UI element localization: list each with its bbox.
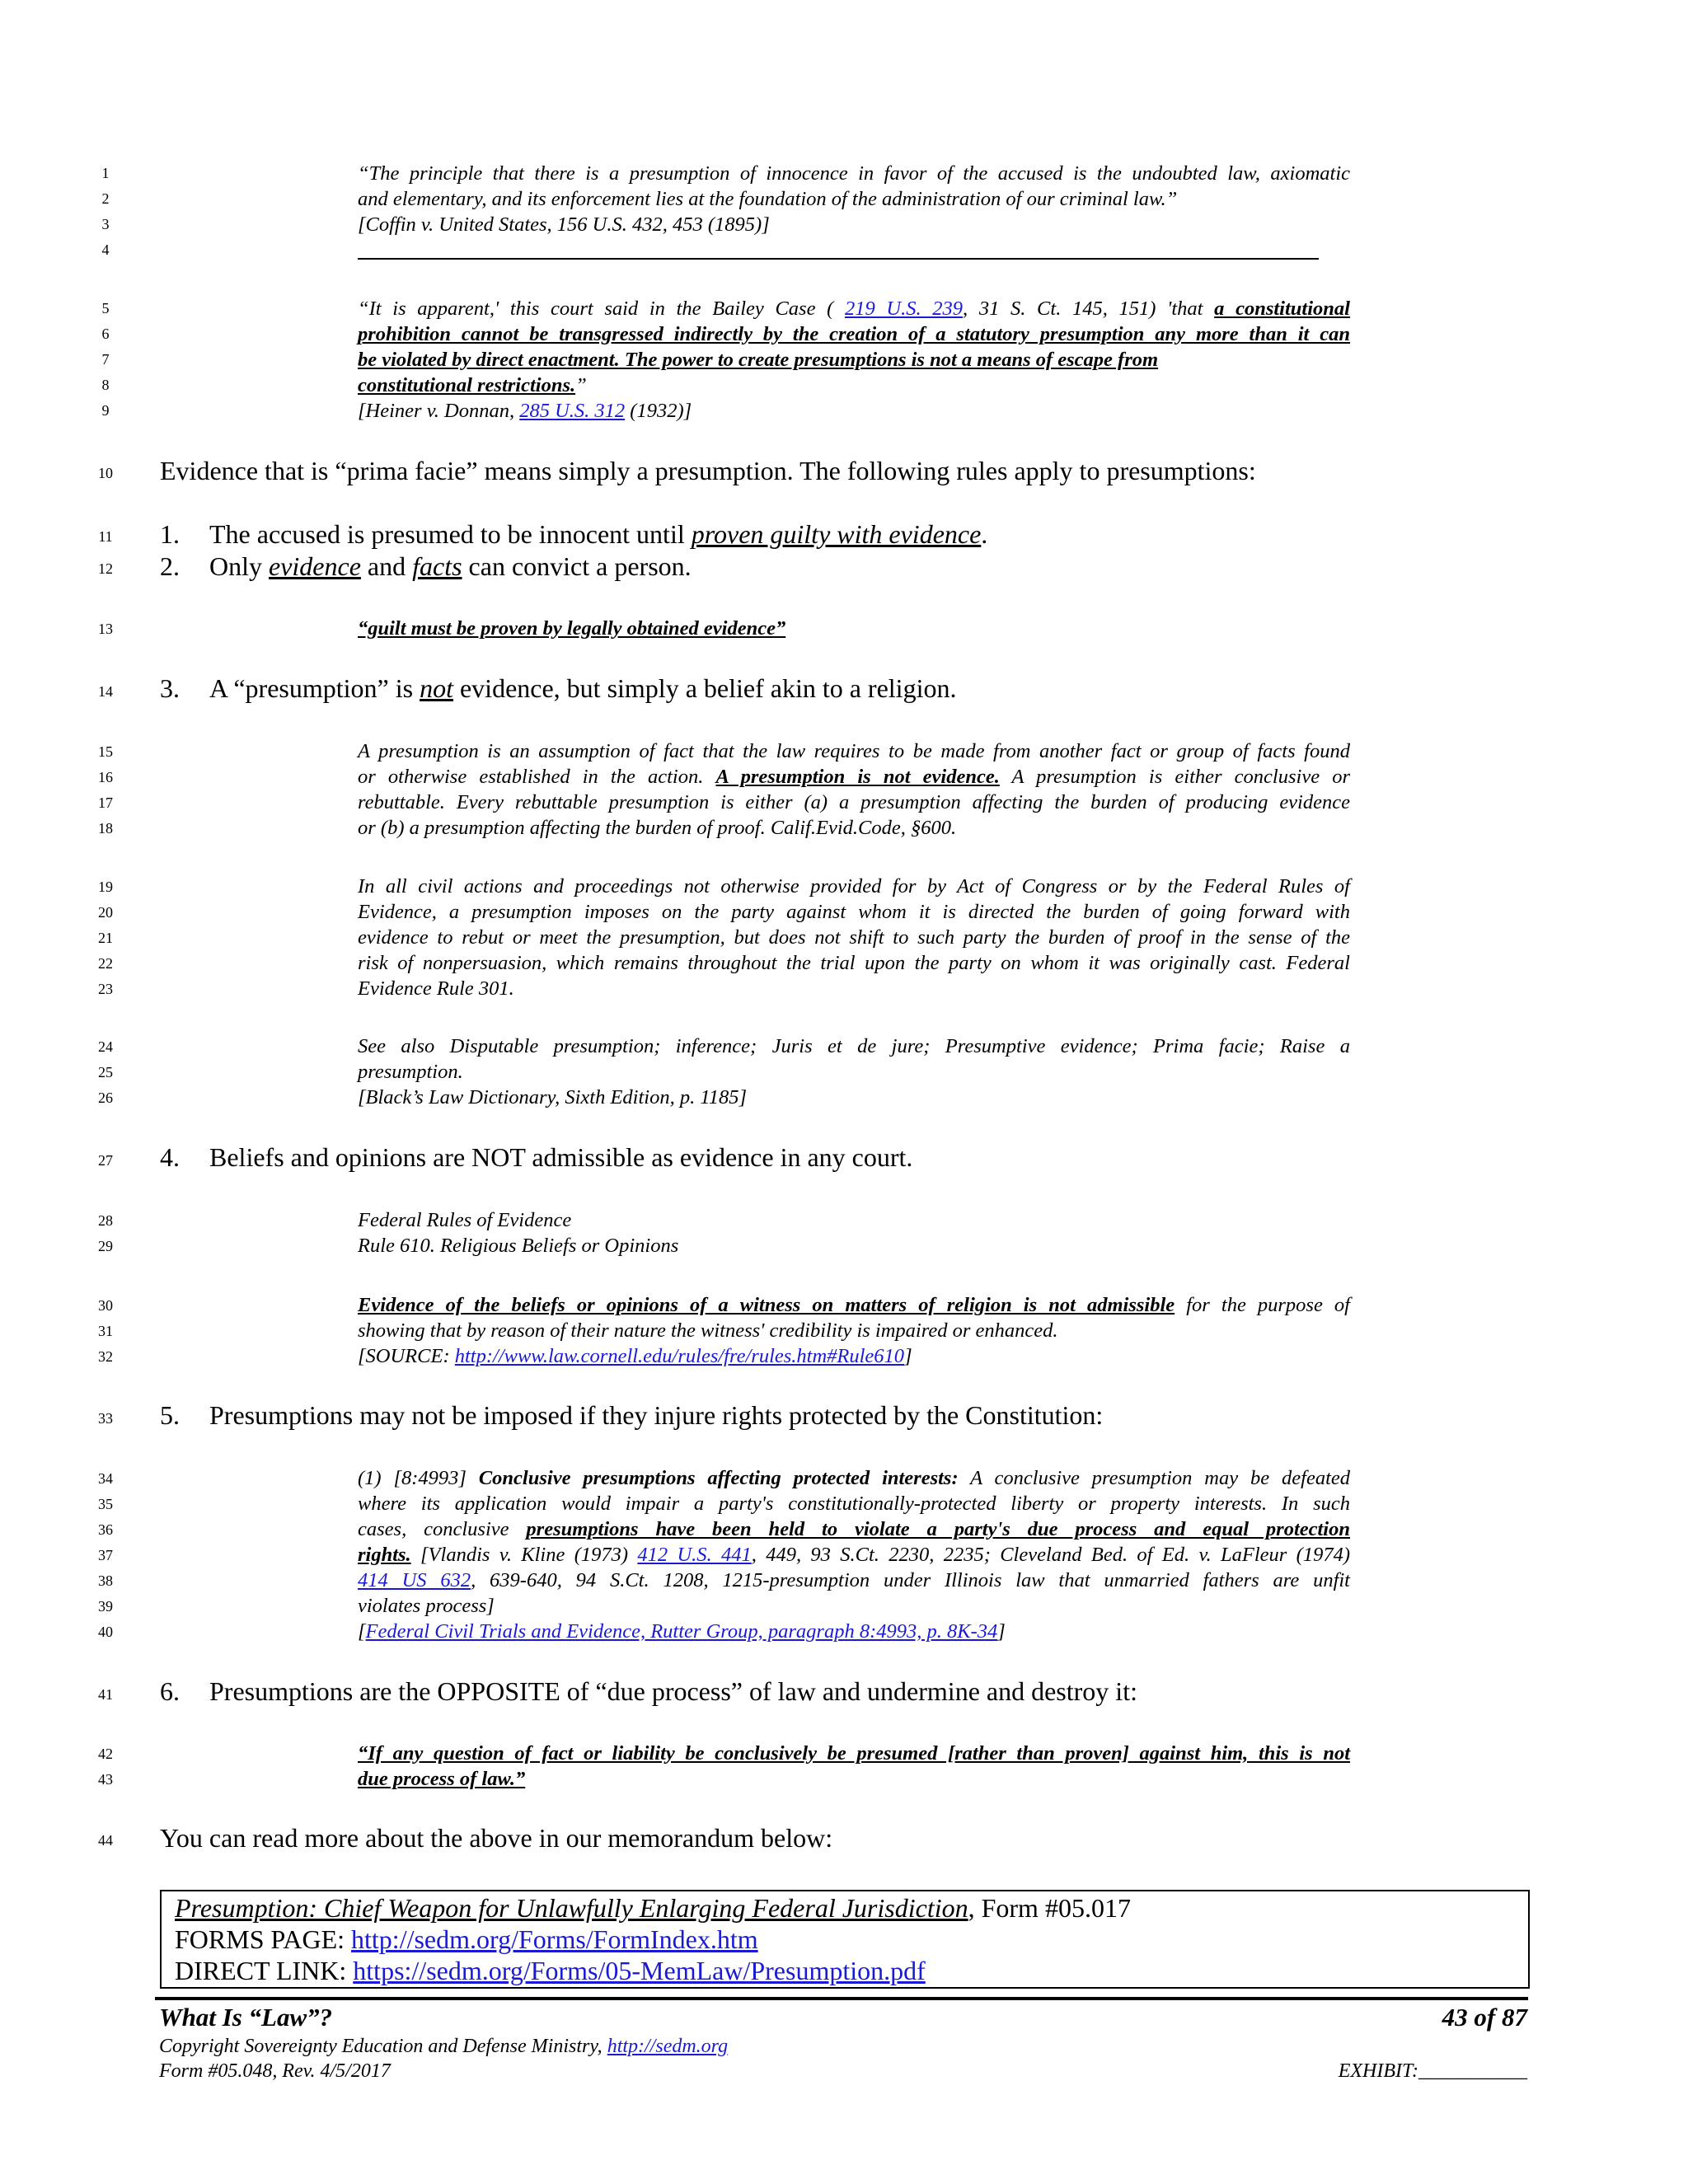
case-link-285-us-312[interactable]: 285 U.S. 312 [519,400,626,422]
line-number: 11 [98,528,113,545]
line-number: 7 [101,351,110,368]
line-number: 16 [98,769,113,785]
rutter-quote: (1) [8:4993] Conclusive presumptions affecting protected interests: A conclusive presumption may be defeated where its application would impair a party's constitutionally-protected liberty or property interests. In such cases, conclusive presumptions have been held to violate a party's due process and equal protection rights. [Vlandis v. Kline (1973) 412 U.S. 441, 449, 93 S.Ct. 2230, 2235; Cleveland Bed. of Ed. v. LaFleur (1974) 414 US 632, 639-640, 94 S.Ct. 1208, 1215-presumption under Illinois law that unmarried fathers are unfit violates process] [Federal Civil Trials and Evidence, Rutter Group, paragraph 8:4993, p. 8K-34] [358,1467,1351,1643]
list-item: Presumptions are the OPPOSITE of “due process” of law and undermine and destroy it: [209,1676,1137,1706]
quote-line: “It is apparent,' this court said in the Bailey Case ( 219 U.S. 239, 31 S. Ct. 145, 151) 'that a constitutional [358,298,1350,320]
footer-copyright: Copyright Sovereignty Education and Defense Ministry, http://sedm.org [159,2036,729,2057]
intro-paragraph: Evidence that is “prima facie” means simply a presumption. The following rules apply to presumptions: [160,456,1256,485]
cornell-fre-link[interactable]: http://www.law.cornell.edu/rules/fre/rules.htm#Rule610 [454,1345,905,1367]
line-number: 28 [98,1212,113,1229]
footer-form: Form #05.048, Rev. 4/5/2017 [159,2060,391,2082]
item-number: 3. [160,673,180,703]
line-number: 29 [98,1238,113,1254]
line-number: 19 [98,879,113,895]
line-number: 44 [98,1832,113,1849]
memo-forms-line: FORMS PAGE: http://sedm.org/Forms/FormIndex.htm [175,1924,758,1954]
list-item: The accused is presumed to be innocent until proven guilty with evidence. [209,519,988,549]
blacks-law-quote-p1: A presumption is an assumption of fact that the law requires to be made from another fact or group of facts found or otherwise established in the action. A presumption is not evidence. A presumption is either conclusive or rebuttable. Every rebuttable presumption is either (a) a presumption affecting the burden of producing evidence or (b) a presumption affecting the burden of proof. Calif.Evid.Code, §600. [358,740,1350,839]
list-item: A “presumption” is not evidence, but simply a belief akin to a religion. [209,673,957,703]
memo-title-line: Presumption: Chief Weapon for Unlawfully Enlarging Federal Jurisdiction, Form #05.017 [175,1893,1131,1923]
line-number: 41 [98,1686,113,1703]
line-number: 42 [98,1746,113,1762]
quote-citation: [Federal Civil Trials and Evidence, Rutter Group, paragraph 8:4993, p. 8K-34] [358,1620,1006,1643]
blacks-law-quote-p2: In all civil actions and proceedings not otherwise provided for by Act of Congress or by the Federal Rules of Evidence, a presumption imposes on the party against whom it is directed the burden of going forward with evidence to rebut or meet the presumption, but does not shift to such party the burden of proof in the sense of the risk of nonpersuasion, which remains throughout the trial upon the party on whom it was originally cast. Federal Evidence Rule 301. [358,875,1350,1000]
case-link-414-us-632[interactable]: 414 US 632 [358,1569,471,1591]
footer-title: What Is “Law”? [159,2003,333,2032]
blacks-law-quote-p3: See also Disputable presumption; inference; Juris et de jure; Presumptive evidence; Prima facie; Raise a presumption. [Black’s Law Dictionary, Sixth Edition, p. 1185] [358,1035,1350,1108]
case-link-219-us-239[interactable]: 219 U.S. 239 [844,298,964,320]
line-number: 13 [98,621,113,637]
separator-rule [358,258,1319,260]
memo-title: Presumption: Chief Weapon for Unlawfully Enlarging Federal Jurisdiction [175,1893,968,1923]
line-number: 18 [98,820,113,837]
line-number: 20 [98,904,113,921]
page-number: 43 of 87 [1442,2003,1527,2032]
coffin-quote [358,161,1350,237]
line-number: 26 [98,1090,113,1106]
line-number: 40 [98,1624,113,1640]
line-number: 37 [98,1547,113,1563]
line-number: 8 [101,377,110,393]
line-number: 30 [98,1297,113,1314]
memo-direct-line: DIRECT LINK: https://sedm.org/Forms/05-MemLaw/Presumption.pdf [175,1956,926,1985]
case-link-412-us-441[interactable]: 412 U.S. 441 [637,1544,752,1566]
quote-line: and elementary, and its enforcement lies at the foundation of the administration of our criminal law.” [358,188,1178,210]
quote-citation: [SOURCE: http://www.law.cornell.edu/rules/fre/rules.htm#Rule610] [358,1345,912,1367]
line-number: 36 [98,1521,113,1538]
line-number: 17 [98,794,113,811]
quote-citation: [Heiner v. Donnan, 285 U.S. 312 (1932)] [358,400,692,422]
guilt-quote: “guilt must be proven by legally obtained evidence” [358,617,786,640]
memorandum-box [160,1890,1530,1989]
line-number: 4 [101,241,110,258]
list-item: Beliefs and opinions are NOT admissible as evidence in any court. [209,1142,913,1172]
line-number: 23 [98,981,113,997]
quote-line: constitutional restrictions.” [358,374,587,396]
footer-exhibit: EXHIBIT:___________ [1338,2060,1527,2082]
list-item: Only evidence and facts can convict a person. [209,551,692,581]
quote-line: be violated by direct enactment. The power to create presumptions is not a means of escape from [358,349,1159,371]
line-number: 35 [98,1496,113,1512]
line-number: 25 [98,1064,113,1080]
line-number: 24 [98,1038,113,1055]
fre-quote: Evidence of the beliefs or opinions of a witness on matters of religion is not admissible for the purpose of showing that by reason of their nature the witness' credibility is impaired or enhanced. [SOURCE: http://www.law.cornell.edu/rules/fre/rules.htm#Rule610] [358,1294,1350,1367]
line-number: 33 [98,1410,113,1427]
footer-rule [155,1997,1528,2000]
forms-page-link[interactable]: http://sedm.org/Forms/FormIndex.htm [351,1924,758,1954]
rutter-group-link[interactable]: Federal Civil Trials and Evidence, Rutter Group, paragraph 8:4993, p. 8K-34 [365,1620,998,1643]
line-number: 21 [98,930,113,946]
line-number: 32 [98,1348,113,1365]
line-number: 2 [101,190,110,207]
quote-line: “The principle that there is a presumption of innocence in favor of the accused is the undoubted law, axiomatic [358,162,1350,185]
sedm-link[interactable]: http://sedm.org [607,2036,729,2057]
line-number: 14 [98,683,113,700]
line-number: 10 [98,465,113,481]
line-number: 12 [98,560,113,577]
quote-citation: [Coffin v. United States, 156 U.S. 432, 453 (1895)] [358,213,770,236]
line-number: 5 [101,300,110,316]
line-number: 43 [98,1771,113,1788]
list-item: Presumptions may not be imposed if they injure rights protected by the Constitution: [209,1400,1104,1430]
line-number: 3 [101,216,110,232]
line-number: 22 [98,955,113,972]
item-number: 6. [160,1676,180,1706]
line-number: 27 [98,1152,113,1169]
line-number: 9 [101,402,110,419]
line-number: 1 [101,165,110,181]
outro-paragraph: You can read more about the above in our memorandum below: [160,1823,833,1853]
direct-link[interactable]: https://sedm.org/Forms/05-MemLaw/Presumption.pdf [353,1956,926,1985]
line-number: 15 [98,743,113,760]
line-number: 34 [98,1470,113,1487]
item-number: 5. [160,1400,180,1430]
line-number: 31 [98,1323,113,1339]
item-number: 4. [160,1142,180,1172]
item-number: 1. [160,519,180,549]
quote-citation: [Black’s Law Dictionary, Sixth Edition, p. 1185] [358,1086,748,1108]
line-number: 39 [98,1598,113,1615]
line-number: 38 [98,1572,113,1589]
heiner-quote [358,296,1350,424]
due-process-quote: “If any question of fact or liability be conclusively be presumed [rather than proven] against him, this is not due process of law.” [358,1742,1350,1790]
item-number: 2. [160,551,180,581]
fre-quote-heading: Federal Rules of Evidence Rule 610. Religious Beliefs or Opinions [358,1209,679,1257]
line-number: 6 [101,326,110,342]
quote-line: prohibition cannot be transgressed indirectly by the creation of a statutory presumption any more than it can [358,323,1350,345]
